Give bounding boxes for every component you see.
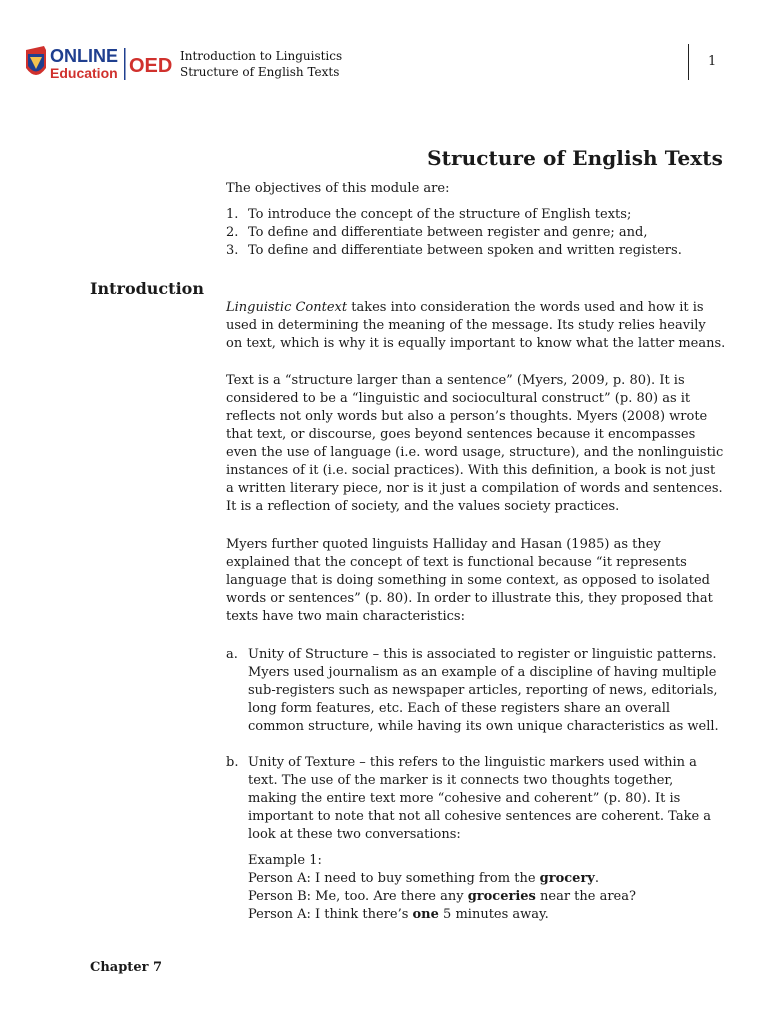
objective-item: 2. To define and differentiate between register and genre; and, <box>226 225 648 240</box>
page-title: Structure of English Texts <box>427 146 723 170</box>
intro-paragraph-3: Myers further quoted linguists Halliday and Hasan (1985) as they explained that the concept of text is functional because “it represents language that is doing something in some context, as opposed to isolated words or sentences” (p. 80). In order to illustrate this, they proposed that texts have two main characteristics: <box>226 537 713 624</box>
objective-item: 1. To introduce the concept of the structure of English texts; <box>226 207 632 222</box>
online-education-logo <box>24 44 174 84</box>
course-name: Introduction to Linguistics <box>180 49 343 63</box>
example-1: Example 1: Person A: I need to buy something from the grocery. Person B: Me, too. Are there any groceries near the area? Person A: I think there’s one 5 minutes away. <box>226 852 726 924</box>
page-number: 1 <box>708 54 717 69</box>
intro-paragraph-1: Linguistic Context takes into consideration the words used and how it is used in determining the meaning of the message. Its study relies heavily on text, which is why it is equally important to know what the latter means. <box>226 300 726 351</box>
topic-name: Structure of English Texts <box>180 65 340 79</box>
objective-item: 3. To define and differentiate between spoken and written registers. <box>226 243 682 258</box>
example-line: Person B: Me, too. Are there any groceries near the area? <box>248 889 636 904</box>
characteristic-a: a. Unity of Structure – this is associated to register or linguistic patterns. Myers used journalism as an example of a discipline of having multiple sub-registers such as newspaper articles, reporting of news, editorials, long form features, etc. Each of these registers share an overall common structure, while having its own unique characteristics as well. <box>226 647 719 734</box>
svg-text:OED: OED <box>129 55 173 77</box>
header-divider <box>688 44 689 80</box>
chapter-footer: Chapter 7 <box>90 960 163 975</box>
objectives-list <box>226 206 726 260</box>
intro-paragraph-2: Text is a “structure larger than a sentence” (Myers, 2009, p. 80). It is considered to be a “linguistic and sociocultural construct” (p. 80) as it reflects not only words but also a person’s thoughts. Myers (2008) wrote that text, or discourse, goes beyond sentences because it encompasses even the use of language (i.e. word usage, structure), and the nonlinguistic instances of it (i.e. social practices). With this definition, a book is not just a written literary piece, nor is it just a compilation of words and sentences. It is a reflection of society, and the values society practices. <box>226 373 724 514</box>
objectives-intro: The objectives of this module are: <box>226 181 450 196</box>
svg-text:ONLINE: ONLINE <box>50 46 119 66</box>
header-text <box>180 48 342 80</box>
example-line: Person A: I think there’s one 5 minutes away. <box>248 907 549 922</box>
objectives-block <box>226 180 726 260</box>
svg-text:Education: Education <box>50 65 118 81</box>
section-heading-introduction: Introduction <box>90 279 204 298</box>
page-header <box>24 44 724 84</box>
example-line: Person A: I need to buy something from the grocery. <box>248 871 599 886</box>
characteristic-b: b. Unity of Texture – this refers to the linguistic markers used within a text. The use of the marker is it connects two thoughts together, making the entire text more “cohesive and coherent” (p. 80). It is important to note that not all cohesive sentences are coherent. Take a look at these two conversations: Example 1: Person A: I need to buy something from the grocery. Person B: Me, too. Are there any groceries near the area? Person A: I think there’s one 5 minutes away. <box>226 754 726 924</box>
